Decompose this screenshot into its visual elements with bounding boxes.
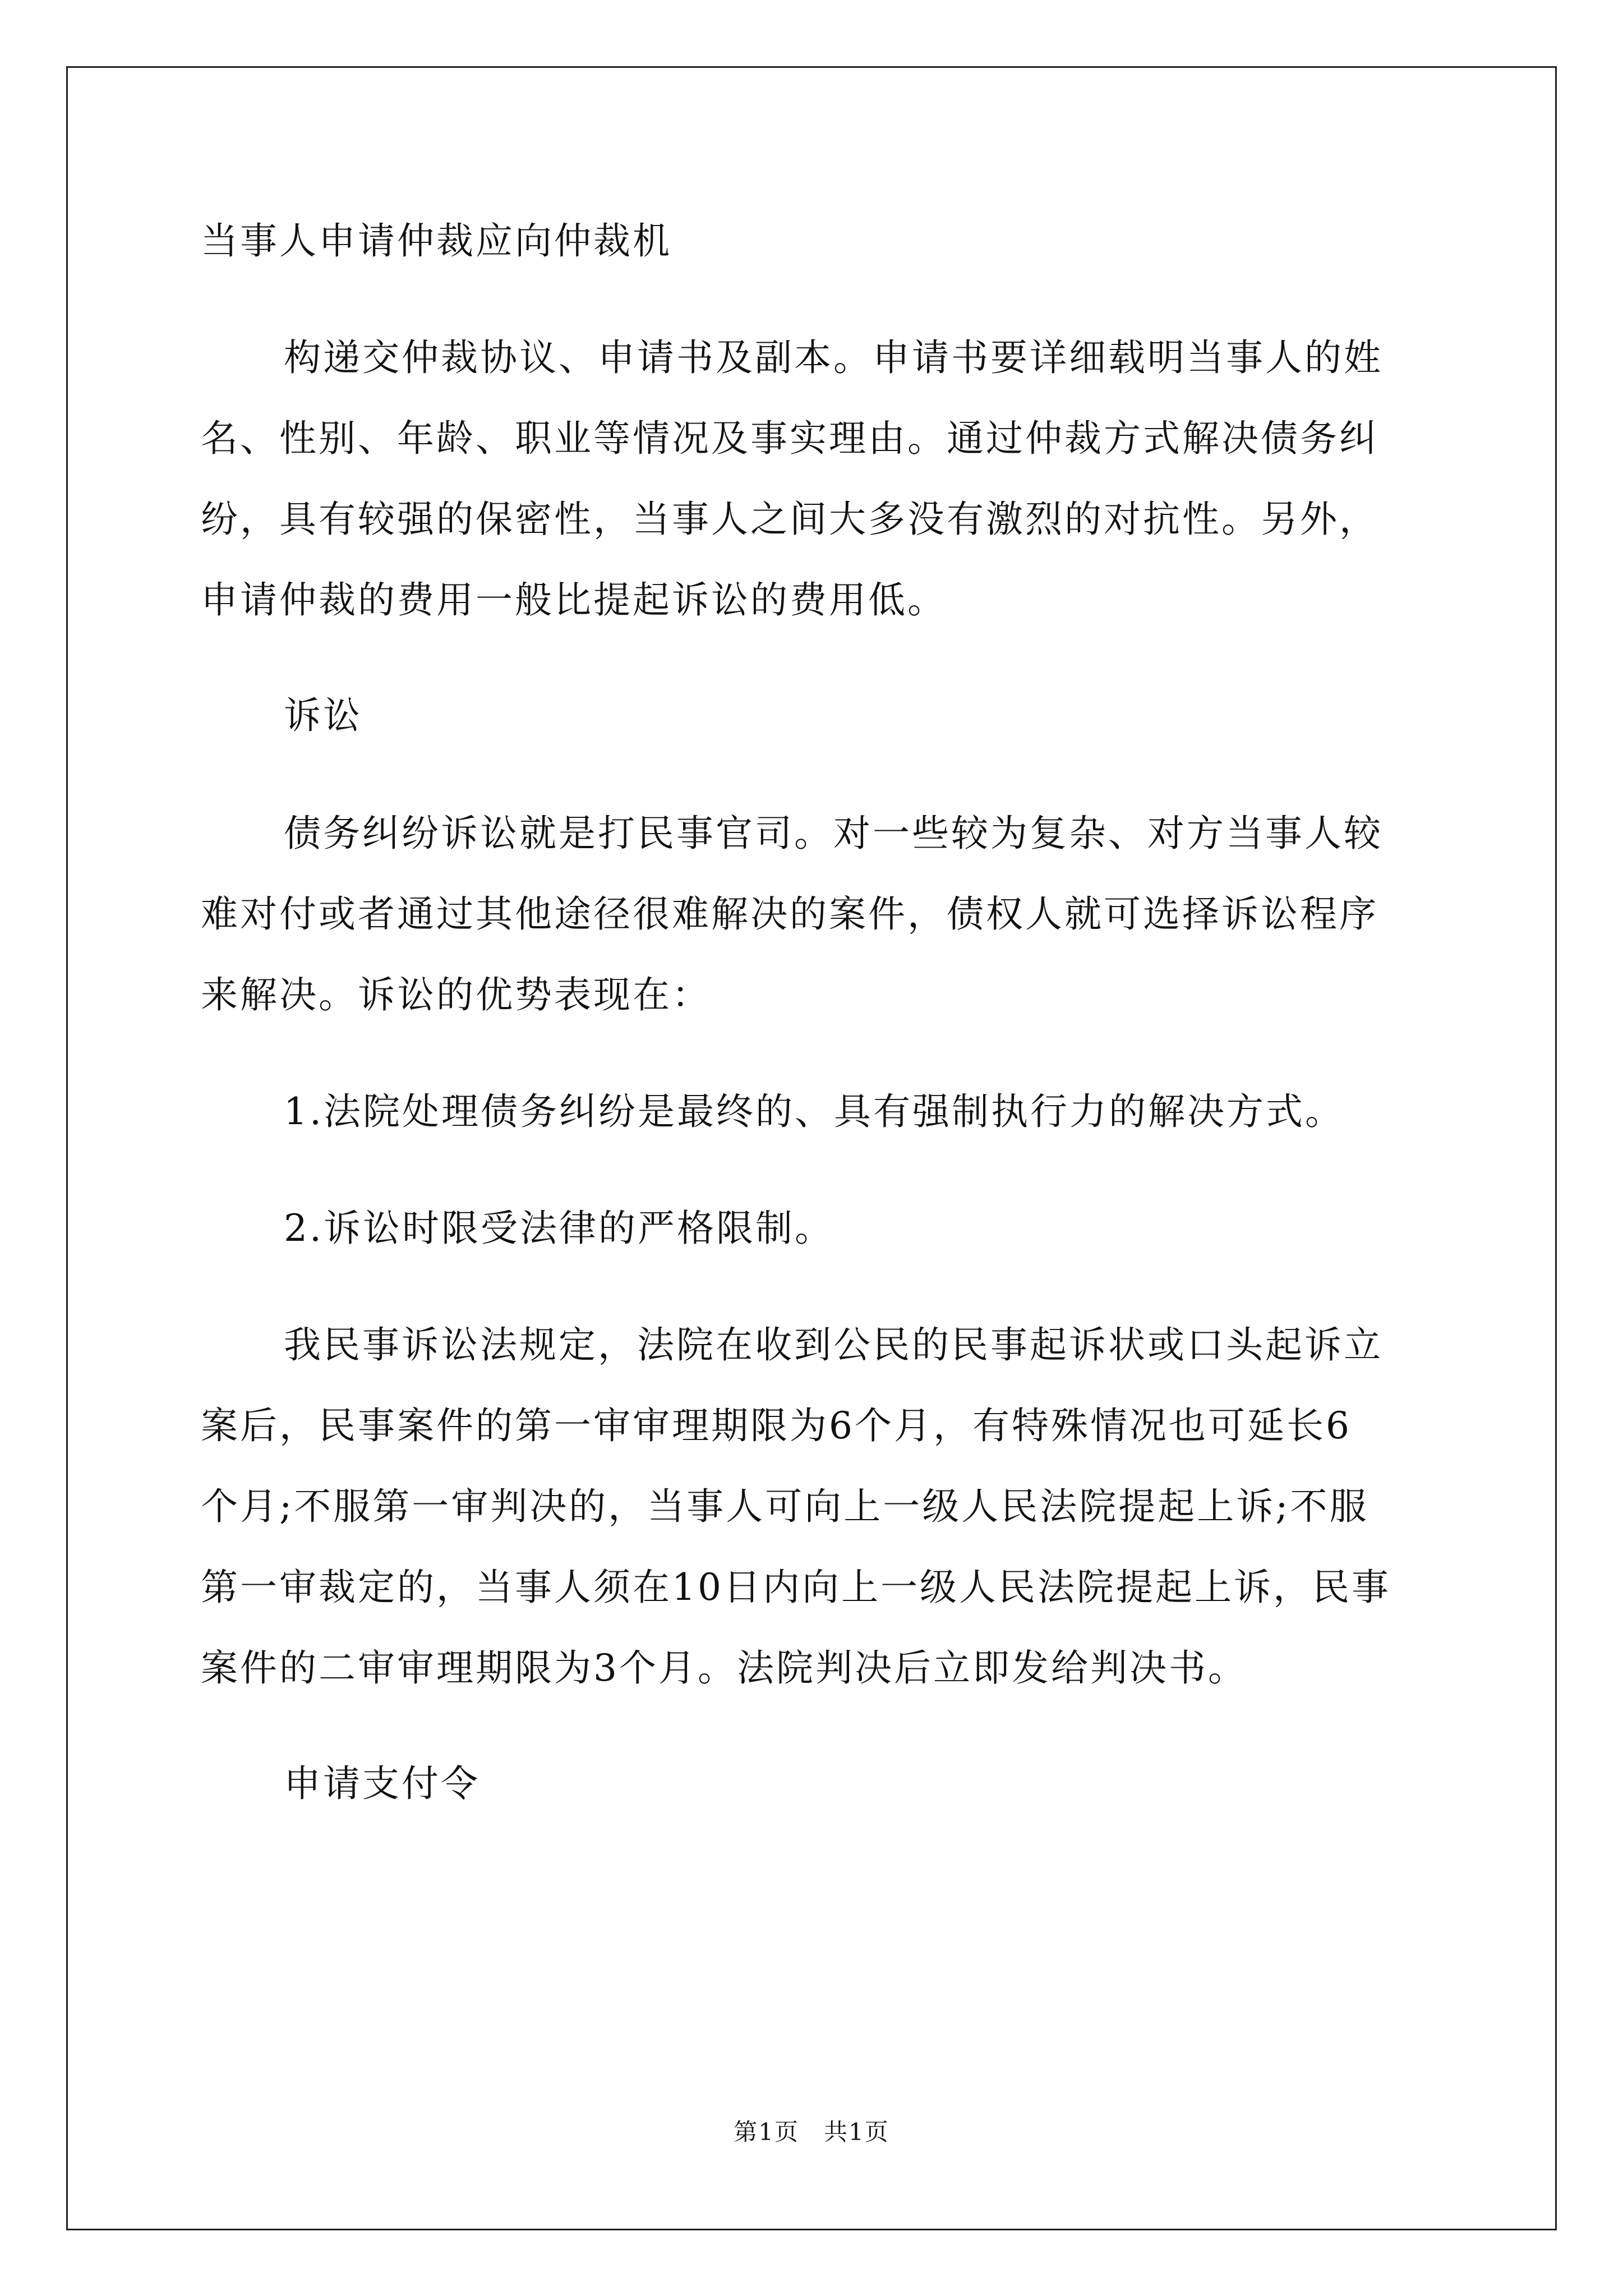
text-line: 第一审裁定的，当事人须在10日内向上一级人民法院提起上诉，民事 xyxy=(201,1566,1391,1609)
text-line: 纷，具有较强的保密性，当事人之间大多没有激烈的对抗性。另外， xyxy=(201,498,1378,541)
text-line: 我民事诉讼法规定，法院在收到公民的民事起诉状或口头起诉立 xyxy=(284,1323,1383,1366)
text-line: 个月;不服第一审判决的，当事人可向上一级人民法院提起上诉;不服 xyxy=(201,1485,1369,1528)
text-line: 申请仲裁的费用一般比提起诉讼的费用低。 xyxy=(201,578,947,622)
text-line: 构递交仲裁协议、申请书及副本。申请书要详细载明当事人的姓 xyxy=(284,336,1383,379)
list-item: 2.诉讼时限受法律的严格限制。 xyxy=(284,1207,834,1250)
section-heading: 诉讼 xyxy=(284,694,362,737)
text-line: 债务纠纷诉讼就是打民事官司。对一些较为复杂、对方当事人较 xyxy=(284,812,1383,855)
text-line: 当事人申请仲裁应向仲裁机 xyxy=(201,219,672,263)
section-heading: 申请支付令 xyxy=(284,1762,480,1805)
text-line: 来解决。诉讼的优势表现在： xyxy=(201,973,711,1016)
page-border xyxy=(66,66,1557,2230)
page-footer: 第1页 共1页 xyxy=(734,2118,889,2146)
text-line: 难对付或者通过其他途径很难解决的案件，债权人就可选择诉讼程序 xyxy=(201,892,1378,936)
text-line: 名、性别、年龄、职业等情况及事实理由。通过仲裁方式解决债务纠 xyxy=(201,417,1378,460)
list-item: 1.法院处理债务纠纷是最终的、具有强制执行力的解决方式。 xyxy=(284,1090,1344,1133)
text-line: 案后，民事案件的第一审审理期限为6个月，有特殊情况也可延长6 xyxy=(201,1404,1352,1447)
text-line: 案件的二审审理期限为3个月。法院判决后立即发给判决书。 xyxy=(201,1646,1247,1690)
